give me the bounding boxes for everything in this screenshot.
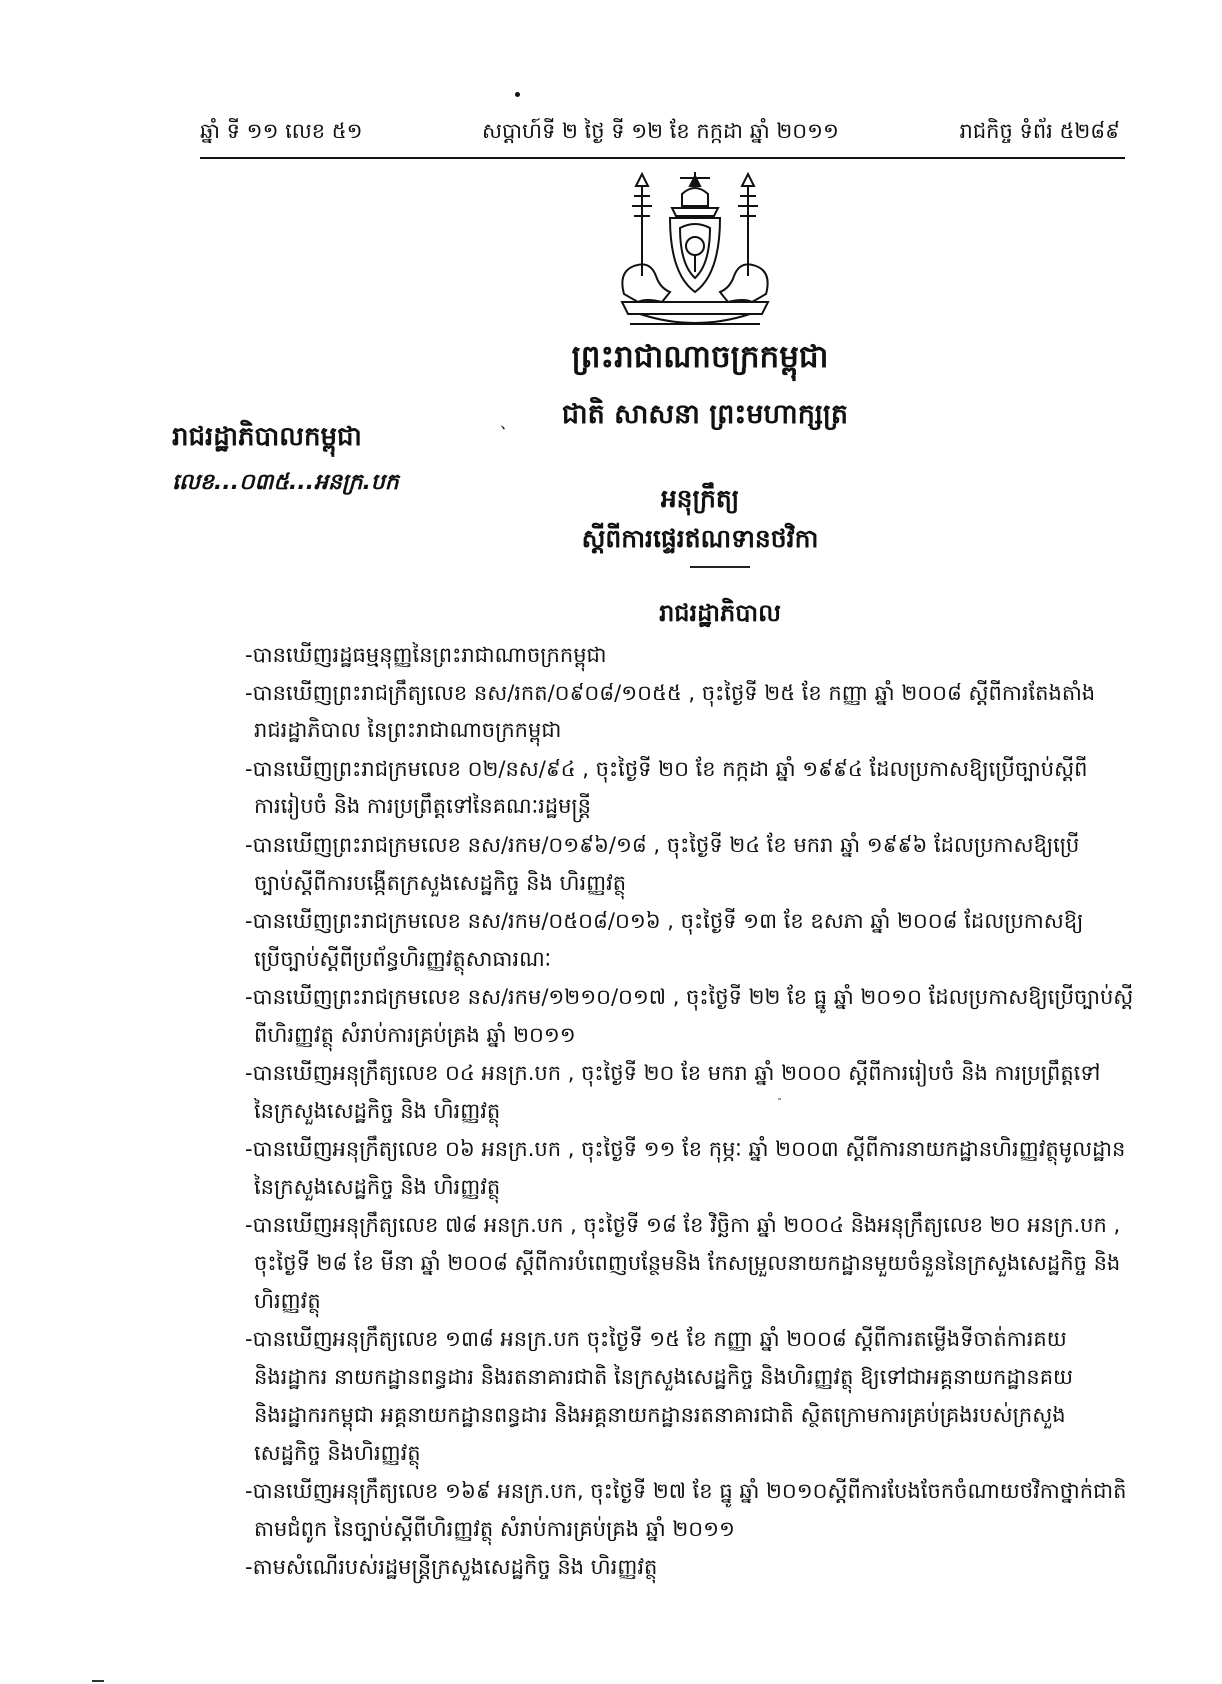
body-line: -បានឃើញព្រះរាជក្រឹត្យលេខ នស/រកត/០៩០៨/១០៥៥ , ចុះថ្ងៃទី ២៥ ខែ កញ្ញា ឆ្នាំ ២០០៨ ស្តីពីការតែងតាំង [245,681,1096,705]
body-line: និងរដ្ឋាករកម្ពុជា អគ្គនាយកដ្ឋានពន្ធដារ និងអគ្គនាយកដ្ឋានរតនាគារជាតិ ស្ថិតក្រោមការគ្រប់គ្រងរបស់ក្រសួង [254,1403,1066,1427]
issuing-government: រាជរដ្ឋាភិបាលកម្ពុជា [172,422,362,452]
subject-divider [690,566,750,568]
body-line: តាមជំពូក នៃច្បាប់ស្តីពីហិរញ្ញវត្ថុ សំរាប់ការគ្រប់គ្រង ឆ្នាំ ២០១១ [254,1517,735,1541]
body-line: -បានឃើញរដ្ឋធម្មនុញ្ញនៃព្រះរាជាណាចក្រកម្ពុជា [245,643,607,667]
gazette-issue-number: ឆ្នាំ ទី ១១ លេខ ៥១ [200,119,363,143]
motto-mark: 、 [500,413,517,432]
document-type: អនុក្រឹត្យ [660,484,740,513]
gazette-header [200,118,1120,154]
scan-speck [778,1098,781,1100]
body-line: ចុះថ្ងៃទី ២៨ ខែ មីនា ឆ្នាំ ២០០៨ ស្តីពីការបំពេញបន្ថែមនិង កែសម្រួលនាយកដ្ឋានមួយចំនួននៃក្រសួងសេដ្ឋកិច្ច និង [254,1251,1121,1275]
header-rule [200,157,1125,159]
body-line: -បានឃើញអនុក្រឹត្យលេខ ០៦ អនក្រ.បក , ចុះថ្ងៃទី ១១ ខែ កុម្ភៈ ឆ្នាំ ២០០៣ ស្តីពីការនាយកដ្ឋានហិរញ្ញវត្ថុមូលដ្ឋាន [245,1137,1126,1161]
body-line: សេដ្ឋកិច្ច និងហិរញ្ញវត្ថុ [254,1441,421,1465]
scan-corner-mark [92,1680,104,1682]
body-line: រាជរដ្ឋាភិបាល នៃព្រះរាជាណាចក្រកម្ពុជា [254,718,562,742]
document-subject: ស្តីពីការផ្ទេរឥណទានថវិកា [581,524,819,553]
national-motto: ជាតិ សាសនា ព្រះមហាក្សត្រ [561,399,849,430]
ink-dot [515,92,520,97]
body-line: និងរដ្ឋាករ នាយកដ្ឋានពន្ធដារ និងរតនាគារជាតិ នៃក្រសួងសេដ្ឋកិច្ច និងហិរញ្ញវត្ថុ ឱ្យទៅជាអគ្គនាយកដ្ឋានគយ [254,1365,1074,1389]
royal-coat-of-arms-icon [610,172,780,330]
body-line: -បានឃើញអនុក្រឹត្យលេខ ០៤ អនក្រ.បក , ចុះថ្ងៃទី ២០ ខែ មករា ឆ្នាំ ២០០០ ស្តីពីការរៀបចំ និង ការប្រព្រឹត្តទៅ [245,1061,1101,1085]
kingdom-title: ព្រះរាជាណាចក្រកម្ពុជា [571,339,829,375]
body-line: ការរៀបចំ និង ការប្រព្រឹត្តទៅនៃគណៈរដ្ឋមន្ត្រី [254,794,592,818]
body-heading: រាជរដ្ឋាភិបាល [659,599,781,627]
body-line: នៃក្រសួងសេដ្ឋកិច្ច និង ហិរញ្ញវត្ថុ [254,1099,501,1123]
body-line: -បានឃើញព្រះរាជក្រមលេខ នស/រកម/១២១០/០១៧ , ចុះថ្ងៃទី ២២ ខែ ធ្នូ ឆ្នាំ ២០១០ ដែលប្រកាសឱ្យប្រើច្បាប់ស្តី [245,985,1134,1009]
reference-number: លេខ...០៣៥...អនក្រ.បក [172,470,399,495]
body-line: ប្រើច្បាប់ស្តីពីប្រព័ន្ធហិរញ្ញវត្ថុសាធារណៈ [254,947,552,971]
body-line: ច្បាប់ស្តីពីការបង្កើតក្រសួងសេដ្ឋកិច្ច និង ហិរញ្ញវត្ថុ [254,871,627,895]
body-line: -តាមសំណើរបស់រដ្ឋមន្ត្រីក្រសួងសេដ្ឋកិច្ច និង ហិរញ្ញវត្ថុ [245,1555,658,1579]
body-line: -បានឃើញព្រះរាជក្រមលេខ នស/រកម/០១៩៦/១៨ , ចុះថ្ងៃទី ២៤ ខែ មករា ឆ្នាំ ១៩៩៦ ដែលប្រកាសឱ្យប្រើ [245,833,1080,857]
body-line: -បានឃើញអនុក្រឹត្យលេខ ៧៨ អនក្រ.បក , ចុះថ្ងៃទី ១៨ ខែ វិច្ឆិកា ឆ្នាំ ២០០៤ និងអនុក្រឹត្យលេខ ២០ អនក្រ.បក , [245,1213,1121,1237]
body-line: -បានឃើញអនុក្រឹត្យលេខ ១៦៩ អនក្រ.បក, ចុះថ្ងៃទី ២៧ ខែ ធ្នូ ឆ្នាំ ២០១០ស្តីពីការបែងចែកចំណាយថវិកាថ្នាក់ជាតិ [245,1479,1127,1503]
body-line: -បានឃើញព្រះរាជក្រមលេខ ០២/នស/៩៤ , ចុះថ្ងៃទី ២០ ខែ កក្កដា ឆ្នាំ ១៩៩៤ ដែលប្រកាសឱ្យប្រើច្បាប់ស្តីពី [245,757,1088,781]
gazette-page-number: រាជកិច្ច ទំព័រ ៥២៨៩ [959,119,1120,143]
body-line: -បានឃើញព្រះរាជក្រមលេខ នស/រកម/០៥០៨/០១៦ , ចុះថ្ងៃទី ១៣ ខែ ឧសភា ឆ្នាំ ២០០៨ ដែលប្រកាសឱ្យ [245,909,1084,933]
body-line: នៃក្រសួងសេដ្ឋកិច្ច និង ហិរញ្ញវត្ថុ [254,1175,501,1199]
body-line: ហិរញ្ញវត្ថុ [254,1289,321,1313]
body-line: -បានឃើញអនុក្រឹត្យលេខ ១៣៨ អនក្រ.បក ចុះថ្ងៃទី ១៥ ខែ កញ្ញា ឆ្នាំ ២០០៨ ស្តីពីការតម្លើងទីចាត់ការគយ [245,1327,1067,1351]
body-line: ពីហិរញ្ញវត្ថុ សំរាប់ការគ្រប់គ្រង ឆ្នាំ ២០១១ [254,1023,576,1047]
gazette-date: សប្តាហ៍ទី ២ ថ្ងៃ ទី ១២ ខែ កក្កដា ឆ្នាំ ២០១១ [482,119,839,143]
